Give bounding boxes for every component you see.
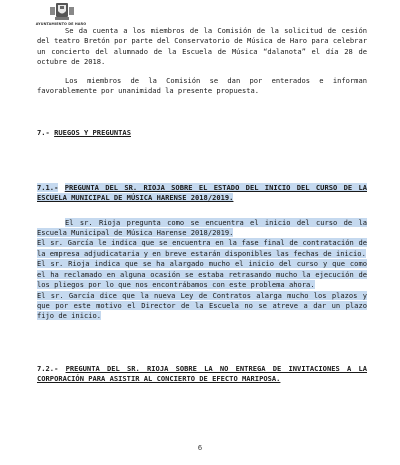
section-7-2-number: 7.2.- (37, 363, 59, 373)
section-7-1-paragraph-4: El sr. García dice que la nueva Ley de Contratos alarga mucho los plazos y que por este motivo el Director de la Escuela no se atreve a dar un plazo fijo de inicio. (37, 290, 367, 321)
coat-of-arms-icon (47, 2, 77, 22)
section-7-1-title: PREGUNTA DEL SR. RIOJA SOBRE EL ESTADO DEL INICIO DEL CURSO DE LA ESCUELA MUNICIPAL DE MÚSICA HARENSE 2018/2019. (37, 182, 367, 203)
intro-paragraph-1: Se da cuenta a los miembros de la Comisión de la solicitud de cesión del teatro Bretón por parte del Conservatorio de Música de Haro para celebrar un concierto del alumnado de la Escuela de Música “dalanota” el día 28 de octubre de 2018. (37, 26, 367, 67)
section-7-number: 7.- (37, 128, 50, 138)
section-7-2-title: PREGUNTA DEL SR. RIOJA SOBRE LA NO ENTREGA DE INVITACIONES A LA CORPORACIÓN PARA ASISTIR AL CONCIERTO DE EFECTO MARIPOSA. (37, 363, 367, 384)
section-7-1-number: 7.1.- (37, 182, 59, 192)
logo-caption: AYUNTAMIENTO DE HARO (35, 22, 87, 26)
section-7-1-heading (37, 183, 367, 204)
section-7-1-body (37, 218, 367, 322)
document-body (37, 26, 367, 385)
section-7-heading (37, 128, 367, 138)
section-7-title: RUEGOS Y PREGUNTAS (54, 128, 131, 138)
intro-paragraph-2: Los miembros de la Comisión se dan por enterados e informan favorablemente por unanimidad la presente propuesta. (37, 75, 367, 96)
section-7-1-paragraph-3: El sr. Rioja indica que se ha alargado mucho el inicio del curso y que como el ha reclamado en alguna ocasión se estaba retrasando mucho la ejecución de los pliegos por lo que nos encontrábamos con este problema ahora. (37, 259, 367, 290)
section-7-1-paragraph-2: El sr. García le indica que se encuentra en la fase final de contratación de la empresa adjudicataria y en breve estarán disponibles las fechas de inicio. (37, 238, 367, 258)
section-7-2-heading (37, 364, 367, 385)
page-number: 6 (197, 444, 203, 452)
section-7-1-paragraph-1: El sr. Rioja pregunta como se encuentra el inicio del curso de la Escuela Municipal de Música Harense 2018/2019. (37, 217, 367, 238)
